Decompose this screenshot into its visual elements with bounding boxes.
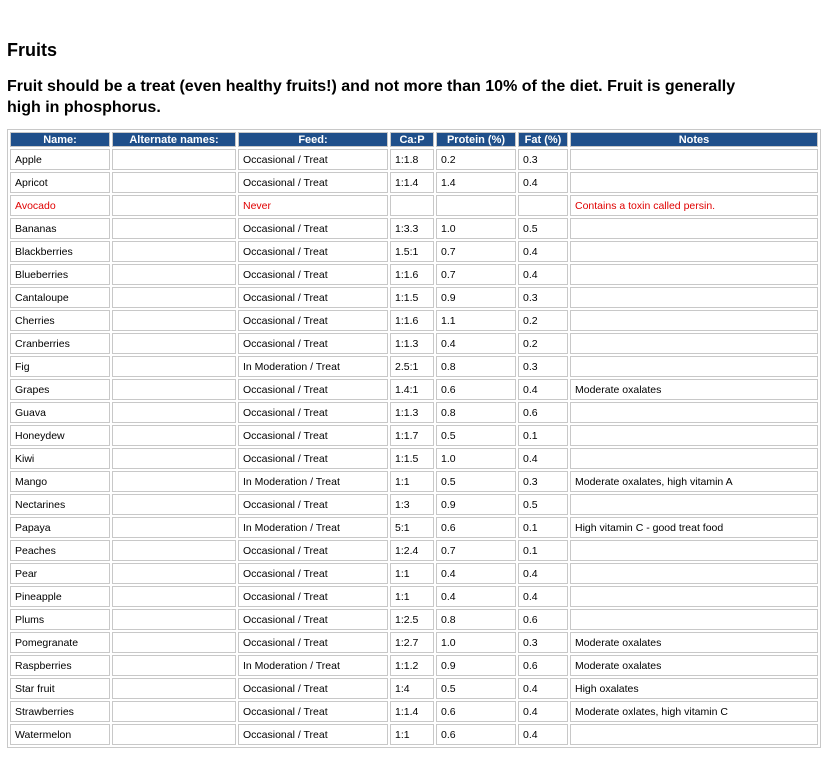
cell-name: Cantaloupe — [10, 287, 110, 308]
cell-ca-p: 1:3.3 — [390, 218, 434, 239]
cell-name: Grapes — [10, 379, 110, 400]
cell-notes — [570, 218, 818, 239]
table-row — [10, 402, 818, 423]
cell-alternate-names — [112, 563, 236, 584]
cell-feed: Occasional / Treat — [238, 609, 388, 630]
cell-protein: 0.9 — [436, 655, 516, 676]
cell-notes — [570, 425, 818, 446]
cell-notes: Moderate oxalates — [570, 632, 818, 653]
cell-name: Guava — [10, 402, 110, 423]
cell-notes — [570, 264, 818, 285]
table-row — [10, 310, 818, 331]
cell-notes: High vitamin C - good treat food — [570, 517, 818, 538]
cell-fat: 0.6 — [518, 402, 568, 423]
cell-name: Raspberries — [10, 655, 110, 676]
cell-ca-p: 1:1.5 — [390, 448, 434, 469]
cell-name: Peaches — [10, 540, 110, 561]
cell-notes — [570, 609, 818, 630]
cell-alternate-names — [112, 310, 236, 331]
cell-protein: 0.7 — [436, 264, 516, 285]
cell-ca-p: 1:1 — [390, 471, 434, 492]
cell-feed: Occasional / Treat — [238, 310, 388, 331]
cell-name: Watermelon — [10, 724, 110, 745]
cell-name: Fig — [10, 356, 110, 377]
cell-name: Honeydew — [10, 425, 110, 446]
cell-feed: Occasional / Treat — [238, 563, 388, 584]
header-name: Name: — [10, 132, 110, 147]
cell-ca-p — [390, 195, 434, 216]
cell-ca-p: 1:2.5 — [390, 609, 434, 630]
cell-name: Nectarines — [10, 494, 110, 515]
cell-alternate-names — [112, 678, 236, 699]
table-row — [10, 425, 818, 446]
cell-notes — [570, 563, 818, 584]
cell-feed: Never — [238, 195, 388, 216]
cell-name: Papaya — [10, 517, 110, 538]
cell-feed: In Moderation / Treat — [238, 655, 388, 676]
table-row — [10, 379, 818, 400]
cell-protein: 0.4 — [436, 586, 516, 607]
table-row — [10, 471, 818, 492]
cell-name: Cranberries — [10, 333, 110, 354]
cell-alternate-names — [112, 241, 236, 262]
table-row — [10, 494, 818, 515]
table-row — [10, 356, 818, 377]
cell-name: Strawberries — [10, 701, 110, 722]
cell-notes — [570, 402, 818, 423]
cell-fat: 0.6 — [518, 655, 568, 676]
table-row — [10, 724, 818, 745]
cell-alternate-names — [112, 724, 236, 745]
table-row — [10, 218, 818, 239]
cell-protein: 0.8 — [436, 609, 516, 630]
cell-name: Mango — [10, 471, 110, 492]
cell-ca-p: 1:1 — [390, 724, 434, 745]
cell-feed: Occasional / Treat — [238, 172, 388, 193]
cell-notes — [570, 540, 818, 561]
cell-fat: 0.1 — [518, 540, 568, 561]
header-alternate-names: Alternate names: — [112, 132, 236, 147]
cell-feed: Occasional / Treat — [238, 402, 388, 423]
cell-fat: 0.4 — [518, 724, 568, 745]
cell-ca-p: 1:1 — [390, 563, 434, 584]
cell-feed: Occasional / Treat — [238, 218, 388, 239]
cell-name: Star fruit — [10, 678, 110, 699]
cell-feed: Occasional / Treat — [238, 586, 388, 607]
cell-feed: Occasional / Treat — [238, 448, 388, 469]
cell-name: Bananas — [10, 218, 110, 239]
cell-protein: 0.8 — [436, 402, 516, 423]
cell-alternate-names — [112, 333, 236, 354]
cell-fat: 0.3 — [518, 356, 568, 377]
cell-protein: 0.9 — [436, 287, 516, 308]
table-row — [10, 540, 818, 561]
table-row — [10, 195, 818, 216]
cell-fat: 0.4 — [518, 448, 568, 469]
cell-ca-p: 1:3 — [390, 494, 434, 515]
cell-feed: Occasional / Treat — [238, 241, 388, 262]
cell-notes — [570, 356, 818, 377]
cell-alternate-names — [112, 609, 236, 630]
header-feed: Feed: — [238, 132, 388, 147]
cell-ca-p: 1:1 — [390, 586, 434, 607]
cell-fat: 0.3 — [518, 149, 568, 170]
table-row — [10, 149, 818, 170]
cell-ca-p: 1:1.8 — [390, 149, 434, 170]
table-row — [10, 448, 818, 469]
cell-alternate-names — [112, 402, 236, 423]
table-row — [10, 563, 818, 584]
cell-notes — [570, 448, 818, 469]
cell-ca-p: 1:1.4 — [390, 701, 434, 722]
cell-fat: 0.3 — [518, 471, 568, 492]
cell-fat: 0.4 — [518, 678, 568, 699]
cell-ca-p: 1:1.6 — [390, 310, 434, 331]
cell-name: Pomegranate — [10, 632, 110, 653]
cell-notes — [570, 333, 818, 354]
cell-protein: 0.6 — [436, 517, 516, 538]
cell-alternate-names — [112, 632, 236, 653]
cell-ca-p: 1:1.3 — [390, 333, 434, 354]
cell-fat: 0.5 — [518, 494, 568, 515]
header-ca-p: Ca:P — [390, 132, 434, 147]
cell-protein: 0.9 — [436, 494, 516, 515]
cell-fat: 0.6 — [518, 609, 568, 630]
cell-name: Apple — [10, 149, 110, 170]
cell-feed: In Moderation / Treat — [238, 471, 388, 492]
cell-protein: 0.8 — [436, 356, 516, 377]
cell-feed: Occasional / Treat — [238, 425, 388, 446]
cell-notes — [570, 149, 818, 170]
cell-ca-p: 1:1.7 — [390, 425, 434, 446]
cell-fat: 0.2 — [518, 333, 568, 354]
table-row — [10, 655, 818, 676]
cell-alternate-names — [112, 701, 236, 722]
cell-fat: 0.2 — [518, 310, 568, 331]
cell-notes — [570, 724, 818, 745]
cell-notes — [570, 586, 818, 607]
cell-fat: 0.4 — [518, 586, 568, 607]
cell-protein: 0.6 — [436, 724, 516, 745]
cell-fat: 0.4 — [518, 264, 568, 285]
cell-notes: Moderate oxalates, high vitamin A — [570, 471, 818, 492]
cell-name: Blackberries — [10, 241, 110, 262]
cell-feed: Occasional / Treat — [238, 149, 388, 170]
cell-notes: High oxalates — [570, 678, 818, 699]
cell-feed: Occasional / Treat — [238, 379, 388, 400]
cell-feed: Occasional / Treat — [238, 264, 388, 285]
table-row — [10, 678, 818, 699]
cell-protein — [436, 195, 516, 216]
cell-name: Blueberries — [10, 264, 110, 285]
cell-ca-p: 1.4:1 — [390, 379, 434, 400]
cell-protein: 0.6 — [436, 701, 516, 722]
cell-ca-p: 5:1 — [390, 517, 434, 538]
cell-alternate-names — [112, 218, 236, 239]
cell-name: Plums — [10, 609, 110, 630]
cell-alternate-names — [112, 655, 236, 676]
table-row — [10, 609, 818, 630]
cell-fat: 0.1 — [518, 517, 568, 538]
header-notes: Notes — [570, 132, 818, 147]
header-protein: Protein (%) — [436, 132, 516, 147]
cell-notes: Moderate oxalates — [570, 379, 818, 400]
cell-fat: 0.1 — [518, 425, 568, 446]
cell-alternate-names — [112, 586, 236, 607]
cell-protein: 0.7 — [436, 241, 516, 262]
cell-alternate-names — [112, 287, 236, 308]
cell-notes: Contains a toxin called persin. — [570, 195, 818, 216]
cell-ca-p: 2.5:1 — [390, 356, 434, 377]
cell-notes — [570, 241, 818, 262]
cell-feed: Occasional / Treat — [238, 678, 388, 699]
table-row — [10, 632, 818, 653]
page-title: Fruits — [7, 40, 58, 60]
cell-protein: 0.5 — [436, 471, 516, 492]
cell-notes — [570, 310, 818, 331]
cell-fat — [518, 195, 568, 216]
cell-ca-p: 1:2.7 — [390, 632, 434, 653]
cell-alternate-names — [112, 494, 236, 515]
cell-feed: In Moderation / Treat — [238, 356, 388, 377]
cell-notes — [570, 172, 818, 193]
cell-ca-p: 1:2.4 — [390, 540, 434, 561]
cell-protein: 0.4 — [436, 563, 516, 584]
cell-fat: 0.3 — [518, 287, 568, 308]
cell-ca-p: 1:4 — [390, 678, 434, 699]
cell-protein: 1.0 — [436, 448, 516, 469]
table-row — [10, 586, 818, 607]
cell-name: Kiwi — [10, 448, 110, 469]
cell-fat: 0.4 — [518, 563, 568, 584]
cell-protein: 1.0 — [436, 218, 516, 239]
cell-feed: Occasional / Treat — [238, 333, 388, 354]
cell-fat: 0.5 — [518, 218, 568, 239]
cell-protein: 1.4 — [436, 172, 516, 193]
table-row — [10, 264, 818, 285]
cell-alternate-names — [112, 195, 236, 216]
cell-ca-p: 1:1.6 — [390, 264, 434, 285]
cell-alternate-names — [112, 356, 236, 377]
cell-ca-p: 1:1.5 — [390, 287, 434, 308]
cell-feed: In Moderation / Treat — [238, 517, 388, 538]
cell-feed: Occasional / Treat — [238, 701, 388, 722]
cell-ca-p: 1:1.3 — [390, 402, 434, 423]
cell-protein: 0.2 — [436, 149, 516, 170]
cell-name: Avocado — [10, 195, 110, 216]
header-fat: Fat (%) — [518, 132, 568, 147]
cell-fat: 0.4 — [518, 379, 568, 400]
cell-alternate-names — [112, 149, 236, 170]
cell-alternate-names — [112, 540, 236, 561]
fruit-table — [7, 129, 821, 748]
cell-protein: 0.6 — [436, 379, 516, 400]
cell-fat: 0.4 — [518, 701, 568, 722]
cell-protein: 1.1 — [436, 310, 516, 331]
cell-alternate-names — [112, 379, 236, 400]
cell-ca-p: 1:1.2 — [390, 655, 434, 676]
cell-feed: Occasional / Treat — [238, 287, 388, 308]
table-row — [10, 333, 818, 354]
cell-fat: 0.3 — [518, 632, 568, 653]
cell-protein: 0.4 — [436, 333, 516, 354]
cell-alternate-names — [112, 471, 236, 492]
intro-paragraph: Fruit should be a treat (even healthy fruits!) and not more than 10% of the diet. Fruit is generally high in phosphorus. — [7, 78, 736, 116]
cell-feed: Occasional / Treat — [238, 494, 388, 515]
cell-fat: 0.4 — [518, 241, 568, 262]
cell-alternate-names — [112, 448, 236, 469]
cell-protein: 0.5 — [436, 678, 516, 699]
cell-alternate-names — [112, 517, 236, 538]
cell-feed: Occasional / Treat — [238, 540, 388, 561]
cell-ca-p: 1.5:1 — [390, 241, 434, 262]
table-row — [10, 287, 818, 308]
table-row — [10, 241, 818, 262]
cell-alternate-names — [112, 172, 236, 193]
cell-name: Pear — [10, 563, 110, 584]
table-header-row — [10, 132, 818, 147]
table-row — [10, 701, 818, 722]
cell-ca-p: 1:1.4 — [390, 172, 434, 193]
cell-protein: 1.0 — [436, 632, 516, 653]
cell-feed: Occasional / Treat — [238, 632, 388, 653]
cell-feed: Occasional / Treat — [238, 724, 388, 745]
cell-protein: 0.7 — [436, 540, 516, 561]
table-row — [10, 172, 818, 193]
cell-name: Pineapple — [10, 586, 110, 607]
cell-notes — [570, 494, 818, 515]
cell-notes: Moderate oxalates — [570, 655, 818, 676]
table-row — [10, 517, 818, 538]
cell-name: Cherries — [10, 310, 110, 331]
cell-notes — [570, 287, 818, 308]
cell-fat: 0.4 — [518, 172, 568, 193]
cell-notes: Moderate oxlates, high vitamin C — [570, 701, 818, 722]
cell-alternate-names — [112, 264, 236, 285]
table-body — [10, 149, 818, 745]
cell-name: Apricot — [10, 172, 110, 193]
cell-alternate-names — [112, 425, 236, 446]
cell-protein: 0.5 — [436, 425, 516, 446]
